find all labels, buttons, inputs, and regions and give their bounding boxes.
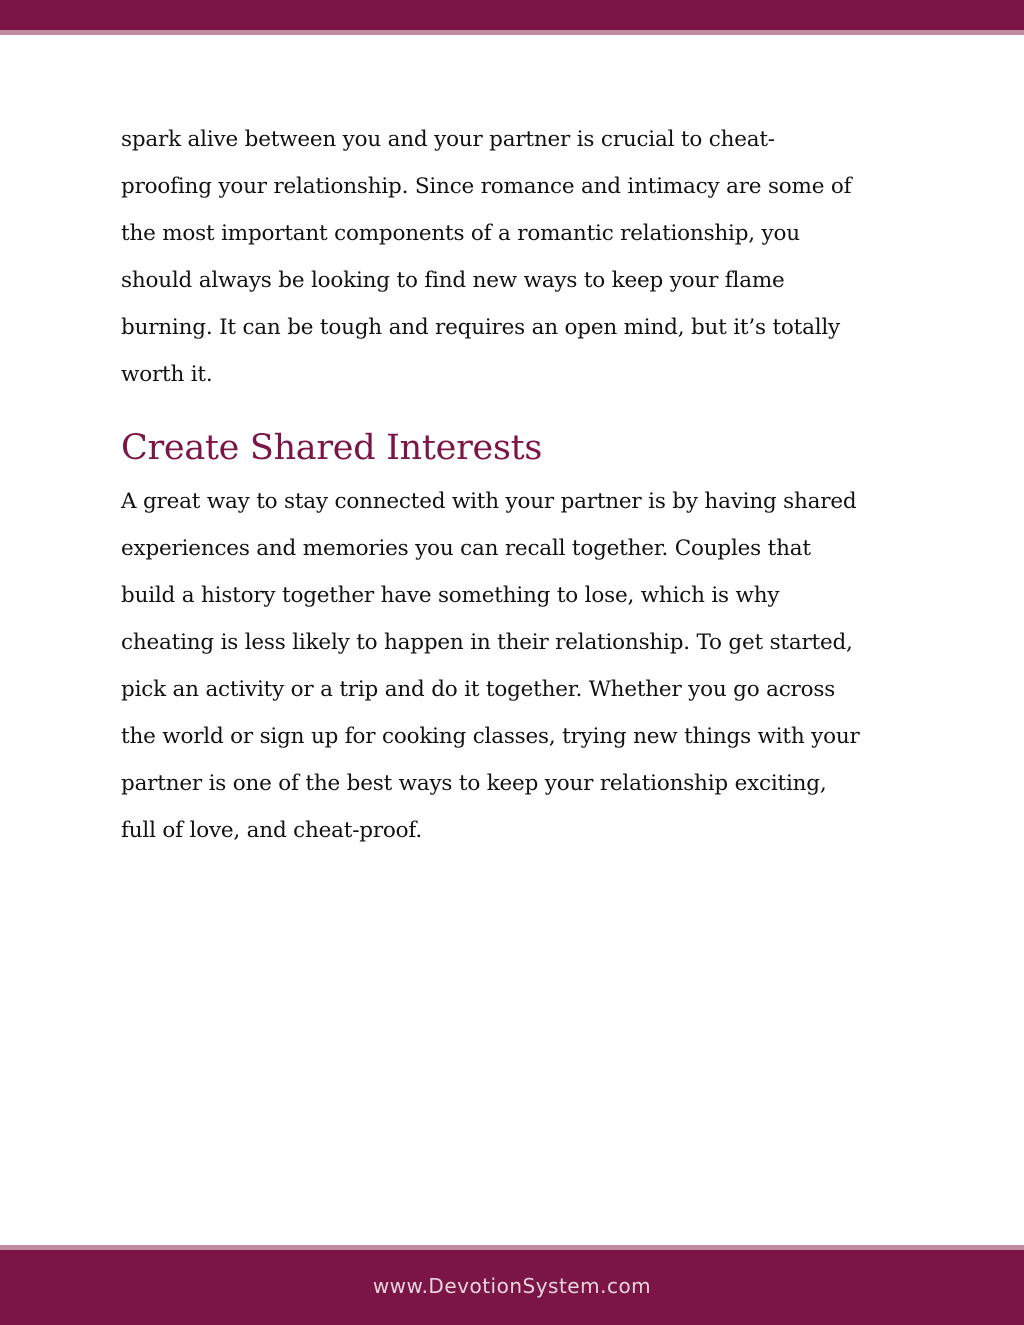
body-paragraph-shared-interests: A great way to stay connected with your partner is by having shared experiences and memories you can recall together. Couples that build a history together have something to lose, which is why cheating is less likely to happen in their relationship. To get started, pick an activity or a trip and do it together. Whether you go across the world or sign up for cooking classes, trying new things with your partner is one of the best ways to keep your relationship exciting, full of love, and cheat-proof.: [121, 489, 860, 843]
footer-website-url: www.DevotionSystem.com: [372, 1274, 652, 1298]
body-paragraph-intro: spark alive between you and your partner is crucial to cheat- proofing your relationship. Since romance and intimacy are some of the most important components of a romantic relationship, you should always be looking to find new ways to keep your flame burning. It can be tough and requires an open mind, but it’s totally worth it.: [121, 127, 852, 387]
section-heading: Create Shared Interests: [121, 428, 543, 468]
header-band: [0, 0, 1024, 30]
page-content: [121, 116, 911, 854]
header-accent-stripe: [0, 30, 1024, 35]
